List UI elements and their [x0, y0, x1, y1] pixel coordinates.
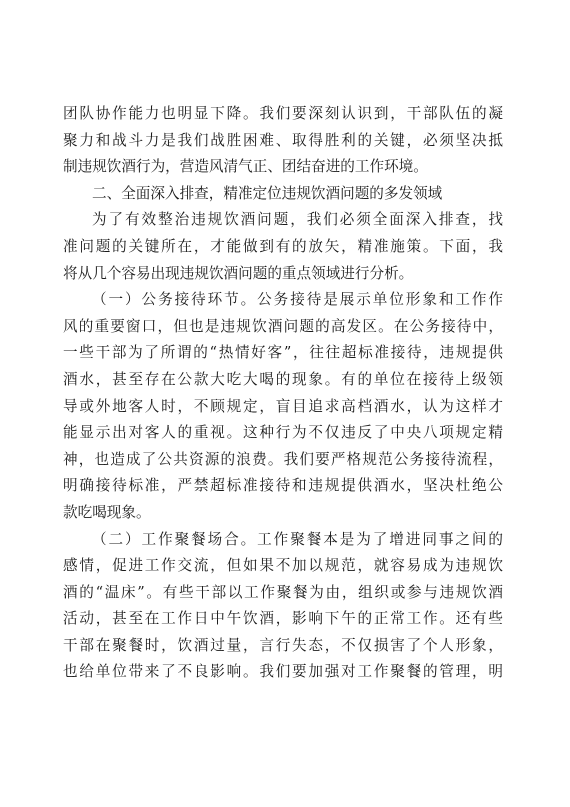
text-line: （二）工作聚餐场合。工作聚餐本是为了增进同事之间的: [92, 530, 503, 548]
document-body: [63, 101, 503, 686]
paragraph-official-reception: [63, 287, 503, 526]
text-line: 也给单位带来了不良影响。我们要加强对工作聚餐的管理，明: [63, 663, 503, 681]
text-line: 能显示出对客人的重视。这种行为不仅违反了中央八项规定精: [63, 424, 503, 442]
text-line: 酒的“温床”。有些干部以工作聚餐为由，组织或参与违规饮酒: [63, 583, 503, 601]
paragraph-continuation: [63, 101, 503, 181]
text-line: 为了有效整治违规饮酒问题，我们必须全面深入排查，找: [92, 211, 503, 229]
text-line: （一）公务接待环节。公务接待是展示单位形象和工作作: [92, 291, 503, 309]
paragraph-work-dinner: [63, 527, 503, 687]
text-line: 款吃喝现象。: [63, 503, 151, 521]
text-line: 感情，促进工作交流，但如果不加以规范，就容易成为违规饮: [63, 557, 503, 575]
text-line: 导或外地客人时，不顾规定，盲目追求高档酒水，认为这样才: [63, 397, 503, 415]
text-line: 明确接待标准，严禁超标准接待和违规提供酒水，坚决杜绝公: [63, 477, 503, 495]
text-line: 酒水，甚至存在公款大吃大喝的现象。有的单位在接待上级领: [63, 370, 503, 388]
section-heading: [63, 181, 503, 208]
paragraph-intro: [63, 207, 503, 287]
text-line: 准问题的关键所在，才能做到有的放矢，精准施策。下面，我: [63, 237, 503, 255]
section-heading-text: 二、全面深入排查，精准定位违规饮酒问题的多发领域: [92, 184, 443, 202]
text-line: 一些干部为了所谓的“热情好客”，往往超标准接待，违规提供: [63, 344, 503, 362]
text-line: 活动，甚至在工作日中午饮酒，影响下午的正常工作。还有些: [63, 610, 503, 628]
text-line: 将从几个容易出现违规饮酒问题的重点领域进行分析。: [63, 264, 414, 282]
text-line: 干部在聚餐时，饮酒过量，言行失态，不仅损害了个人形象，: [63, 636, 503, 654]
text-line: 聚力和战斗力是我们战胜困难、取得胜利的关键，必须坚决抵: [63, 131, 503, 149]
text-line: 风的重要窗口，但也是违规饮酒问题的高发区。在公务接待中，: [63, 317, 503, 335]
text-line: 神，也造成了公共资源的浪费。我们要严格规范公务接待流程，: [63, 450, 503, 468]
text-line: 制违规饮酒行为，营造风清气正、团结奋进的工作环境。: [63, 158, 428, 176]
text-line: 团队协作能力也明显下降。我们要深刻认识到，干部队伍的凝: [63, 105, 503, 122]
